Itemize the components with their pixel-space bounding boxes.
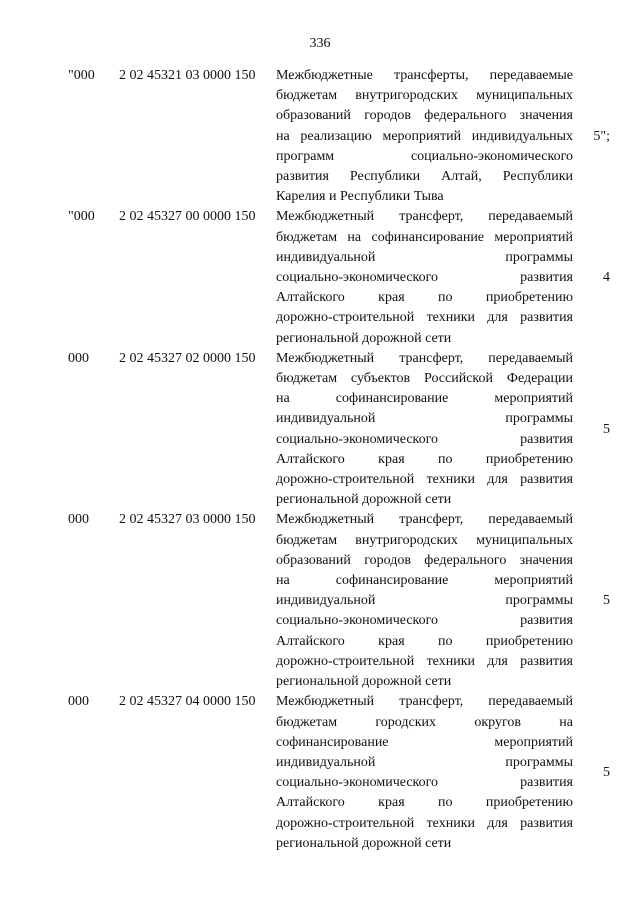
budget-classification-code: 2 02 45321 03 0000 150: [119, 68, 256, 83]
table-row: [0, 207, 640, 348]
description-line: софинансирование мероприятий: [276, 734, 573, 750]
description-line: Межбюджетные трансферты, передаваемые: [276, 68, 573, 83]
table-row: [0, 510, 640, 692]
description-line: на софинансирование мероприятий: [276, 391, 573, 407]
description-line: бюджетам внутригородских муниципальных: [276, 532, 573, 548]
description-line: индивидуальной программы: [276, 593, 573, 609]
description-line: Межбюджетный трансферт, передаваемый: [276, 694, 573, 710]
description-line: индивидуальной программы: [276, 249, 573, 265]
description-line: Межбюджетный трансферт, передаваемый: [276, 512, 573, 528]
table-row: [0, 66, 640, 207]
table-row: [0, 692, 640, 854]
description-line: Межбюджетный трансферт, передаваемый: [276, 350, 573, 366]
description-line: региональной дорожной сети: [276, 492, 452, 508]
row-value: 4: [603, 270, 610, 286]
description-line: дорожно-строительной техники для развития: [276, 815, 573, 831]
description-line: социально-экономического развития: [276, 270, 573, 286]
income-description: [276, 510, 573, 692]
description-line: социально-экономического развития: [276, 431, 573, 447]
description-line: региональной дорожной сети: [276, 330, 452, 346]
description-line: на реализацию мероприятий индивидуальных: [276, 128, 573, 144]
income-description: [276, 66, 573, 207]
row-value: 5: [603, 421, 610, 437]
budget-classification-code: 2 02 45327 02 0000 150: [119, 350, 256, 366]
description-line: индивидуальной программы: [276, 754, 573, 770]
table-row: [0, 349, 640, 511]
budget-classification-code: 2 02 45327 04 0000 150: [119, 694, 256, 710]
admin-code: 000: [68, 350, 89, 366]
description-line: социально-экономического развития: [276, 613, 573, 629]
description-line: на софинансирование мероприятий: [276, 573, 573, 589]
budget-classification-code: 2 02 45327 00 0000 150: [119, 209, 256, 225]
income-code-table: [0, 66, 640, 854]
description-line: бюджетам субъектов Российской Федерации: [276, 371, 573, 387]
income-description: [276, 207, 573, 348]
description-line: Алтайского края по приобретению: [276, 795, 573, 811]
description-line: дорожно-строительной техники для развития: [276, 472, 573, 488]
description-line: бюджетам на софинансирование мероприятий: [276, 229, 573, 245]
admin-code: "000: [68, 209, 95, 225]
description-line: образований городов федерального значения: [276, 552, 573, 568]
admin-code: 000: [68, 512, 89, 528]
description-line: бюджетам внутригородских муниципальных: [276, 88, 573, 104]
description-line: Алтайского края по приобретению: [276, 451, 573, 467]
description-line: социально-экономического развития: [276, 775, 573, 791]
budget-classification-code: 2 02 45327 03 0000 150: [119, 512, 256, 528]
description-line: региональной дорожной сети: [276, 674, 452, 690]
description-line: дорожно-строительной техники для развития: [276, 653, 573, 669]
row-value: 5: [603, 593, 610, 609]
row-value: 5";: [593, 128, 610, 144]
admin-code: 000: [68, 694, 89, 710]
admin-code: "000: [68, 68, 95, 83]
description-line: дорожно-строительной техники для развития: [276, 310, 573, 326]
page-number: 336: [309, 36, 331, 51]
description-line: Алтайского края по приобретению: [276, 633, 573, 649]
description-line: развития Республики Алтай, Республики: [276, 169, 573, 185]
income-description: [276, 692, 573, 854]
description-line: образований городов федерального значения: [276, 108, 573, 124]
description-line: Межбюджетный трансферт, передаваемый: [276, 209, 573, 225]
description-line: программ социально-экономического: [276, 148, 573, 164]
description-line: региональной дорожной сети: [276, 835, 452, 851]
row-value: 5: [603, 764, 610, 780]
description-line: бюджетам городских округов на: [276, 714, 573, 730]
description-line: индивидуальной программы: [276, 411, 573, 427]
description-line: Алтайского края по приобретению: [276, 290, 573, 306]
income-description: [276, 349, 573, 511]
description-line: Карелия и Республики Тыва: [276, 189, 444, 205]
